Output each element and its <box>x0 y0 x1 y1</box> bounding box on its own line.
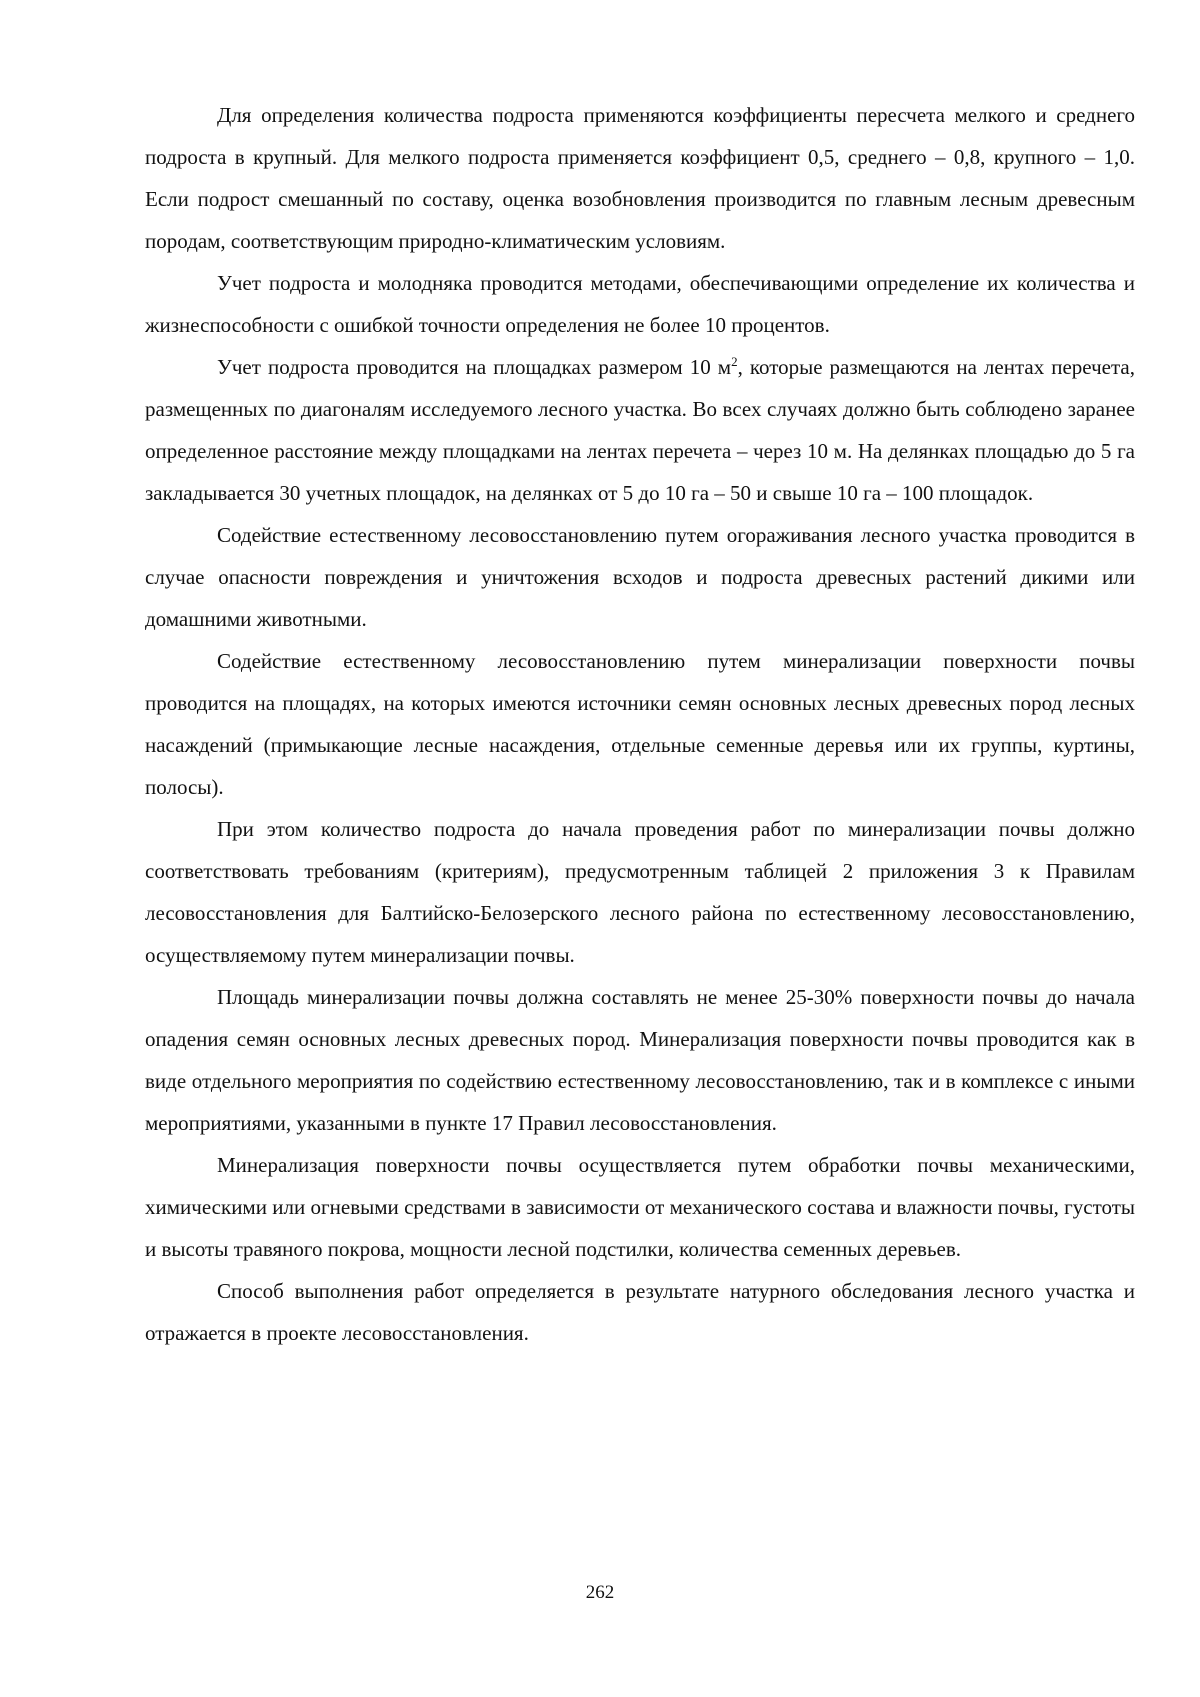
plot-size-text: Учет подроста проводится на площадках размером 10 м <box>217 355 732 379</box>
paragraph-mineralization: Содействие естественному лесовосстановлению путем минерализации поверхности почвы проводится на площадях, на которых имеются источники семян основных лесных древесных пород лесных насаждений (примыкающие лесные насаждения, отдельные семенные деревья или их группы, куртины, полосы). <box>145 649 1135 799</box>
paragraph-mineralization-criteria: При этом количество подроста до начала проведения работ по минерализации почвы должно соответствовать требованиям (критериям), предусмотренным таблицей 2 приложения 3 к Правилам лесовосстановления для Балтийско-Белозерского лесного района по естественному лесовосстановлению, осуществляемому путем минерализации почвы. <box>145 817 1135 967</box>
paragraph-work-method: Способ выполнения работ определяется в результате натурного обследования лесного участка и отражается в проекте лесовосстановления. <box>145 1279 1135 1345</box>
paragraph-fencing: Содействие естественному лесовосстановлению путем огораживания лесного участка проводится в случае опасности повреждения и уничтожения всходов и подроста древесных растений дикими или домашними животными. <box>145 523 1135 631</box>
paragraph-regrowth-coefficients: Для определения количества подроста применяются коэффициенты пересчета мелкого и среднего подроста в крупный. Для мелкого подроста применяется коэффициент 0,5, среднего – 0,8, крупного – 1,0. Если подрост смешанный по составу, оценка возобновления производится по главным лесным древесным породам, соответствующим природно-климатическим условиям. <box>145 103 1135 253</box>
body-text <box>145 94 1135 1354</box>
page-number: 262 <box>585 1582 615 1603</box>
paragraph-accounting-methods: Учет подроста и молодняка проводится методами, обеспечивающими определение их количества и жизнеспособности с ошибкой точности определения не более 10 процентов. <box>145 271 1135 337</box>
paragraph-accounting-plots <box>145 346 1135 514</box>
paragraph-mineralization-means: Минерализация поверхности почвы осуществляется путем обработки почвы механическими, химическими или огневыми средствами в зависимости от механического состава и влажности почвы, густоты и высоты травяного покрова, мощности лесной подстилки, количества семенных деревьев. <box>145 1153 1135 1261</box>
square-superscript: 2 <box>731 354 738 369</box>
paragraph-mineralization-area: Площадь минерализации почвы должна составлять не менее 25-30% поверхности почвы до начала опадения семян основных лесных древесных пород. Минерализация поверхности почвы проводится как в виде отдельного мероприятия по содействию естественному лесовосстановлению, так и в комплексе с иными мероприятиями, указанными в пункте 17 Правил лесовосстановления. <box>145 985 1135 1135</box>
plot-placement-text: , которые размещаются на лентах перечета, размещенных по диагоналям исследуемого лесного участка. Во всех случаях должно быть соблюдено заранее определенное расстояние между площадками на лентах перечета – через 10 м. На делянках площадью до 5 га закладывается 30 учетных площадок, на делянках от 5 до 10 га – 50 и свыше 10 га – 100 площадок. <box>145 355 1135 505</box>
